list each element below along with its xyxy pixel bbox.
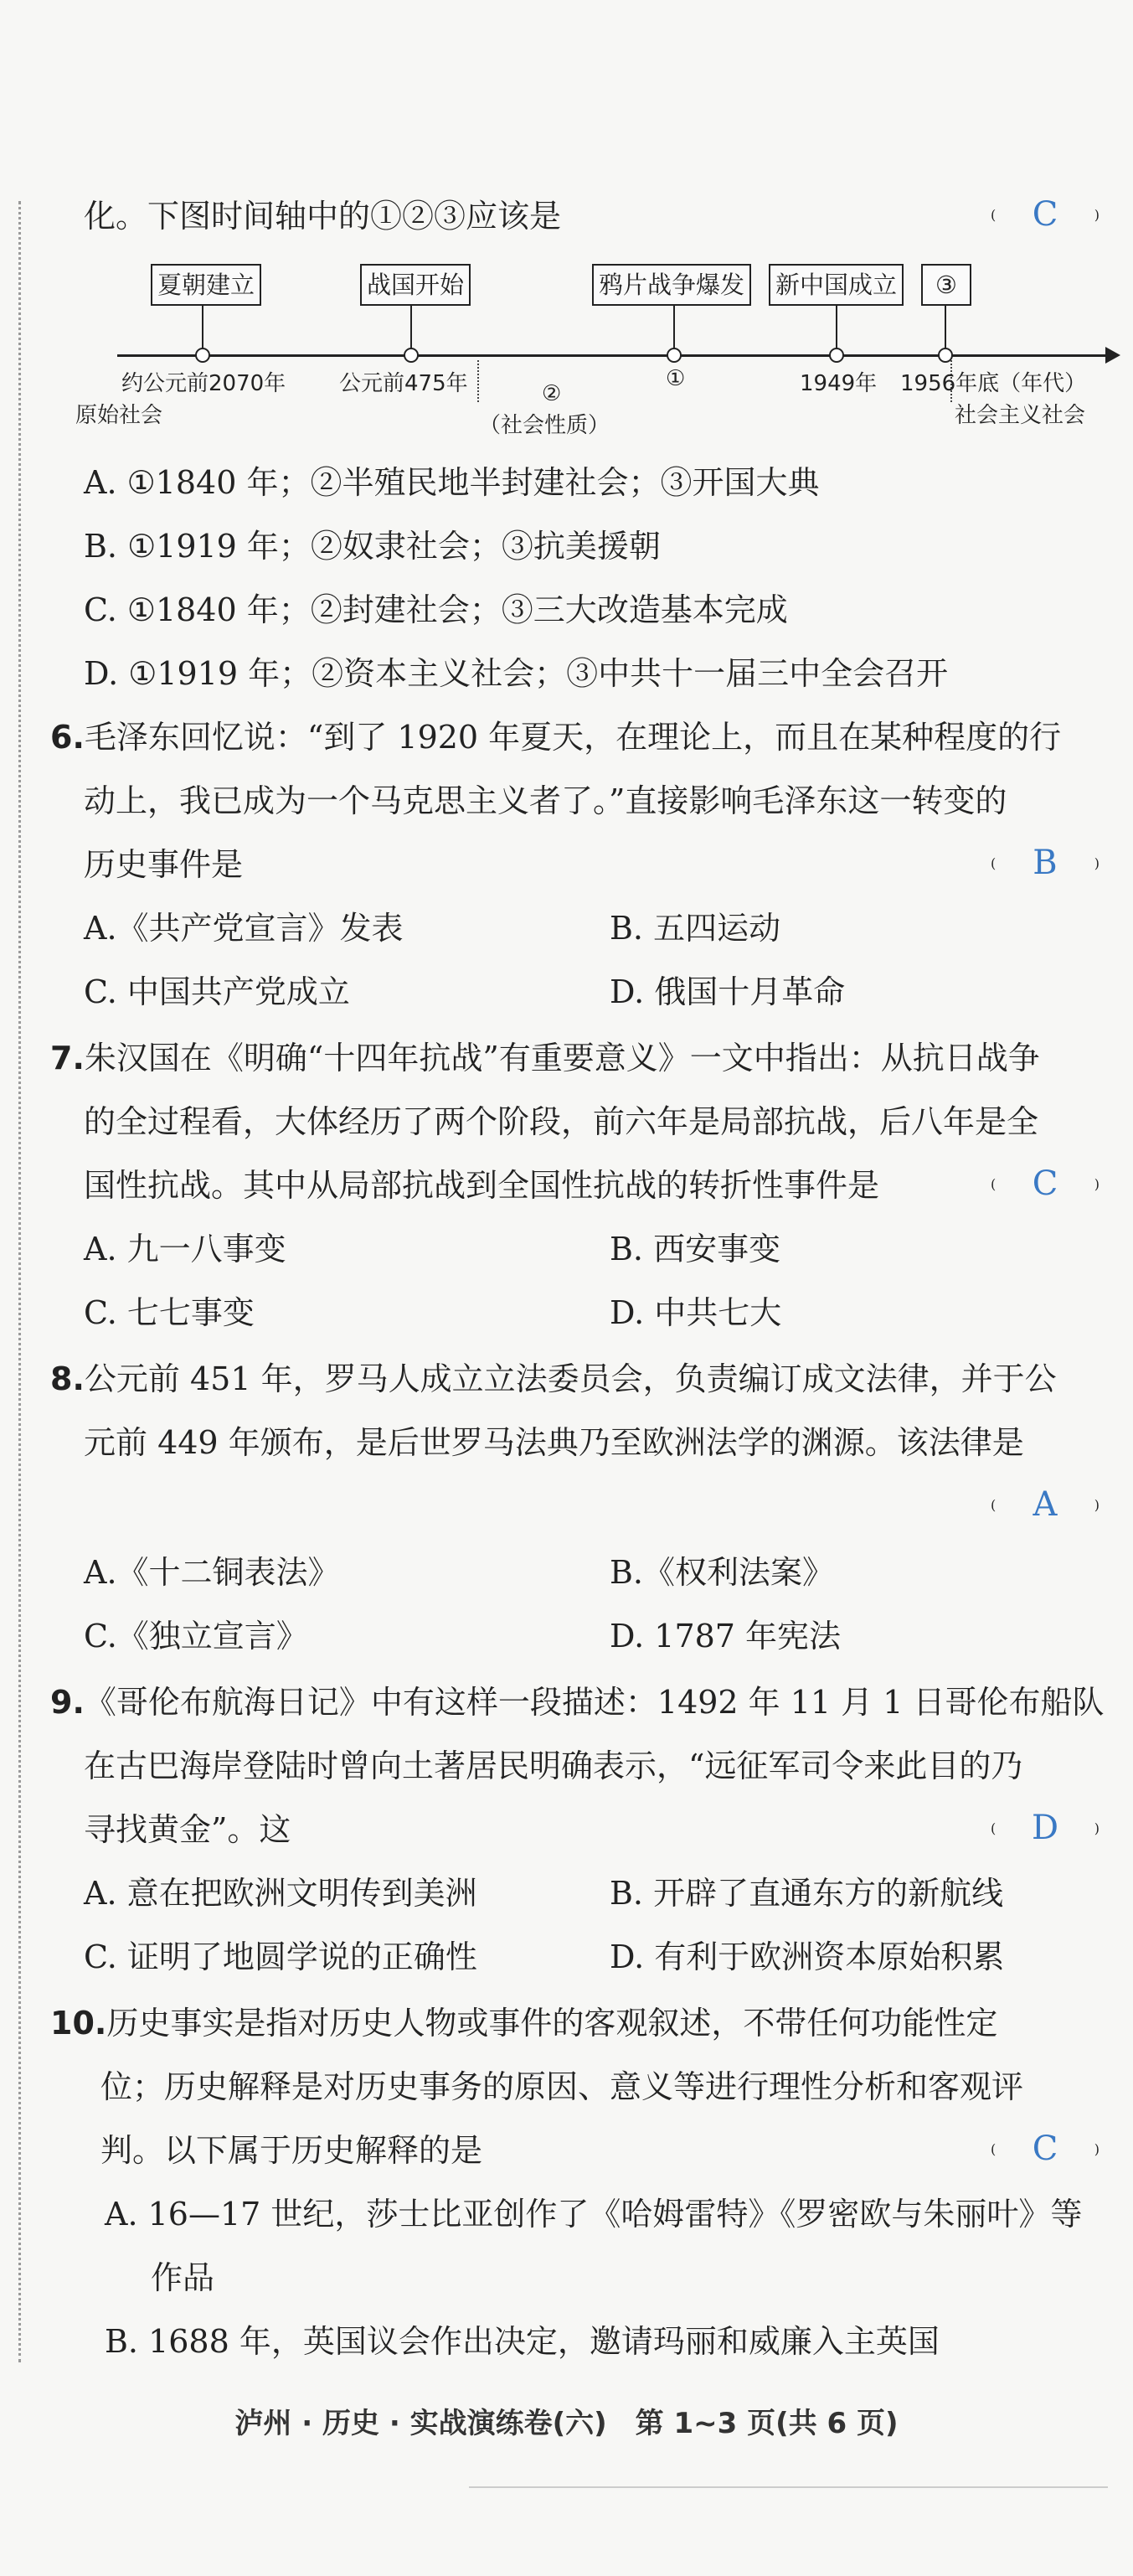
- q6-line-2: 动上，我已成为一个马克思主义者了。”直接影响毛泽东这一转变的: [84, 782, 1007, 819]
- q7-option-c: C. 七七事变: [84, 1294, 255, 1331]
- q7-option-b: B. 西安事变: [610, 1231, 781, 1267]
- q10-answer: ( C ): [991, 2129, 1100, 2168]
- binding-margin-dots: [18, 201, 21, 2362]
- timeline-dot: [667, 348, 682, 363]
- q9-option-d: D. 有利于欧洲资本原始积累: [610, 1938, 1005, 1975]
- q8-line-1: 8.公元前 451 年，罗马人成立立法委员会，负责编订成文法律，并于公: [50, 1360, 1057, 1397]
- timeline-date: ①: [666, 366, 686, 391]
- q7-line-1: 7.朱汉国在《明确“十四年抗战”有重要意义》一文中指出：从抗日战争: [50, 1040, 1040, 1076]
- q9-line-2: 在古巴海岸登陆时曾向土著居民明确表示，“远征军司令来此目的乃: [84, 1747, 1023, 1784]
- q6-line-1: 6.毛泽东回忆说：“到了 1920 年夏天，在理论上，而且在某种程度的行: [50, 719, 1062, 756]
- timeline-period-right: 社会主义社会: [955, 403, 1086, 428]
- q9-option-b: B. 开辟了直通东方的新航线: [610, 1875, 1004, 1912]
- q10-option-a-cont: 作品: [151, 2259, 215, 2296]
- q5-option-a: A. ①1840 年；②半殖民地半封建社会；③开国大典: [84, 464, 820, 501]
- q10-option-a: A. 16—17 世纪，莎士比亚创作了《哈姆雷特》《罗密欧与朱丽叶》等: [105, 2196, 1083, 2233]
- timeline-event-box: 鸦片战争爆发: [592, 264, 751, 306]
- bottom-rule: [469, 2486, 1108, 2488]
- q5-answer: ( C ): [991, 195, 1100, 234]
- q9-option-a: A. 意在把欧洲文明传到美洲: [84, 1875, 477, 1912]
- q7-option-a: A. 九一八事变: [84, 1231, 286, 1267]
- timeline-date: 约公元前2070年: [121, 371, 286, 396]
- q10-line-2: 位；历史解释是对历史事务的原因、意义等进行理性分析和客观评: [100, 2068, 1024, 2105]
- timeline-arrow: [1105, 347, 1120, 364]
- timeline-axis: [117, 354, 1110, 357]
- q10-line-1: 10.历史事实是指对历史人物或事件的客观叙述，不带任何功能性定: [50, 2005, 998, 2042]
- q10-option-b: B. 1688 年，英国议会作出决定，邀请玛丽和威廉入主英国: [105, 2323, 940, 2360]
- q8-answer: ( A ): [991, 1485, 1100, 1524]
- timeline-event-box: 夏朝建立: [151, 264, 261, 306]
- q8-option-b: B.《权利法案》: [610, 1554, 835, 1591]
- q8-option-c: C.《独立宣言》: [84, 1618, 308, 1655]
- timeline-dot: [829, 348, 844, 363]
- q9-option-c: C. 证明了地圆学说的正确性: [84, 1938, 477, 1975]
- q5-timeline: [75, 264, 1122, 438]
- q6-option-b: B. 五四运动: [610, 910, 781, 947]
- q6-answer: ( B ): [991, 844, 1100, 882]
- q7-line-2: 的全过程看，大体经历了两个阶段，前六年是局部抗战，后八年是全: [84, 1103, 1039, 1140]
- timeline-dot: [404, 348, 419, 363]
- timeline-period-left: 原始社会: [75, 403, 163, 428]
- timeline-date: 1949年: [800, 371, 878, 396]
- q10-line-3: 判。以下属于历史解释的是: [100, 2132, 483, 2169]
- q9-line-1: 9.《哥伦布航海日记》中有这样一段描述：1492 年 11 月 1 日哥伦布船队: [50, 1684, 1105, 1721]
- q8-option-a: A.《十二铜表法》: [84, 1554, 340, 1591]
- q6-option-c: C. 中国共产党成立: [84, 973, 350, 1010]
- q6-line-3: 历史事件是: [84, 846, 244, 883]
- q8-option-d: D. 1787 年宪法: [610, 1618, 842, 1655]
- q5-option-c: C. ①1840 年；②封建社会；③三大改造基本完成: [84, 591, 788, 628]
- timeline-date: 公元前475年: [339, 371, 468, 396]
- timeline-event-box: 战国开始: [360, 264, 471, 306]
- q9-answer: ( D ): [991, 1809, 1100, 1847]
- timeline-period-mid-num: ②: [542, 381, 562, 406]
- timeline-date: 1956年底（年代）: [900, 371, 1087, 396]
- q7-option-d: D. 中共七大: [610, 1294, 782, 1331]
- timeline-period-mid-text: （社会性质）: [479, 413, 610, 438]
- q9-line-3: 寻找黄金”。这: [84, 1811, 291, 1848]
- q7-line-3: 国性抗战。其中从局部抗战到全国性抗战的转折性事件是: [84, 1167, 880, 1204]
- q5-option-b: B. ①1919 年；②奴隶社会；③抗美援朝: [84, 528, 661, 565]
- timeline-event-box: ③: [921, 264, 971, 306]
- q7-answer: ( C ): [991, 1164, 1100, 1203]
- q6-option-a: A.《共产党宣言》发表: [84, 910, 404, 947]
- timeline-dot: [195, 348, 210, 363]
- page-footer: 泸州 · 历史 · 实战演练卷(六) 第 1~3 页(共 6 页): [234, 2407, 899, 2440]
- timeline-event-box: 新中国成立: [769, 264, 904, 306]
- q5-option-d: D. ①1919 年；②资本主义社会；③中共十一届三中全会召开: [84, 655, 949, 692]
- q6-option-d: D. 俄国十月革命: [610, 973, 846, 1010]
- q8-line-2: 元前 449 年颁布，是后世罗马法典乃至欧洲法学的渊源。该法律是: [84, 1424, 1024, 1461]
- q5-stem: 化。下图时间轴中的①②③应该是: [84, 198, 562, 235]
